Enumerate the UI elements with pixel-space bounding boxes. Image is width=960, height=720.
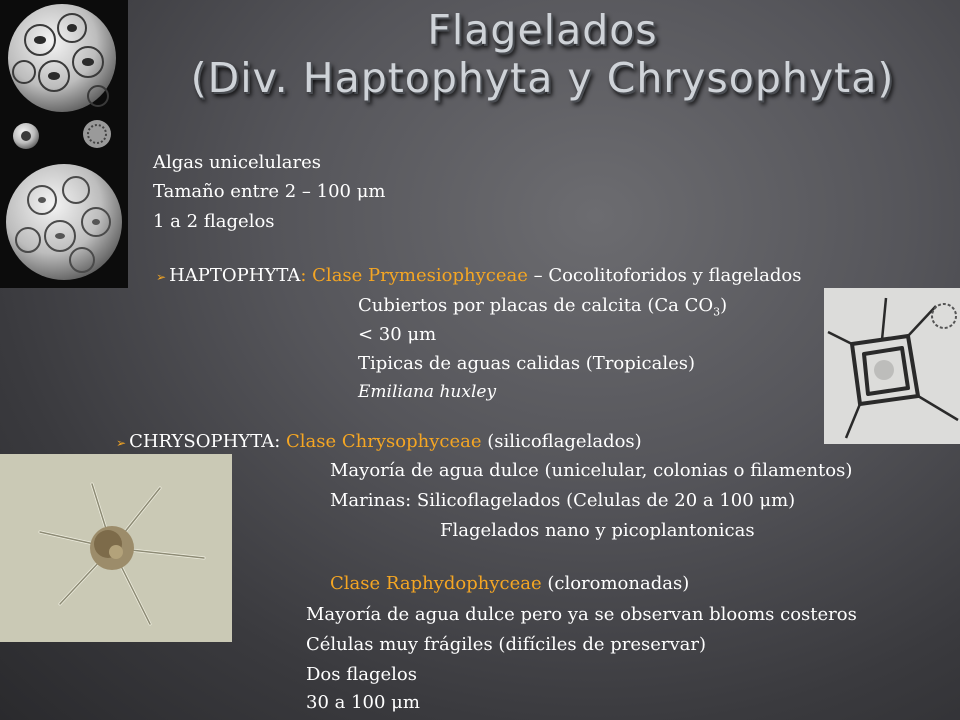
raphydophyceae-line-1: Mayoría de agua dulce pero ya se observan blooms costeros [306,604,857,625]
haptophyta-heading [156,265,802,288]
cubiertos-close: ) [720,295,728,316]
bullet-arrow-icon: ➢ [156,270,167,284]
raphydophyceae-clase: Clase Raphydophyceae [330,573,542,594]
cubiertos-subscript: 3 [713,305,721,319]
raphydophyceae-line-3: Dos flagelos [306,664,417,685]
chrysophyta-name: CHRYSOPHYTA: [129,431,286,452]
raphydophyceae-line-2: Células muy frágiles (difíciles de preservar) [306,634,707,655]
chrysophyta-line-2: Marinas: Silicoflagelados (Celulas de 20 a 100 μm) [330,490,796,511]
haptophyta-name: HAPTOPHYTA [169,265,301,286]
haptophyta-desc: – Cocolitoforidos y flagelados [527,265,802,286]
haptophyta-clase: Clase Prymesiophyceae [306,265,528,286]
haptophyta-cubiertos [358,295,727,324]
raphydophyceae-desc: (cloromonadas) [541,573,690,594]
haptophyta-colon: : [300,265,307,286]
chrysophyta-desc: (silicoflagelados) [481,431,642,452]
silicoflagellate-image [824,288,960,444]
intro-line-1: Algas unicelulares [153,152,321,173]
haptophyta-species: Emiliana huxley [358,382,497,402]
haptophyta-tipicas: Tipicas de aguas calidas (Tropicales) [358,353,696,374]
chrysophyta-line-1: Mayoría de agua dulce (unicelular, colonias o filamentos) [330,460,853,481]
title-line-2: (Div. Haptophyta y Chrysophyta) [190,54,895,102]
intro-line-3: 1 a 2 flagelos [153,211,275,232]
chrysophyta-heading [116,431,642,454]
haptophyta-size: < 30 μm [358,324,437,345]
intro-line-2: Tamaño entre 2 – 100 μm [153,181,386,202]
bullet-arrow-icon: ➢ [116,436,127,450]
chrysophyta-line-3: Flagelados nano y picoplantonicas [440,520,755,541]
chrysophyta-clase: Clase Chrysophyceae [286,431,482,452]
slide-title [130,6,955,102]
coccolithophore-sem-image [0,0,128,288]
title-line-1: Flagelados [427,6,658,54]
raphidophyte-image [0,454,232,642]
raphydophyceae-line-4: 30 a 100 μm [306,692,420,713]
raphydophyceae-heading [330,573,689,595]
cubiertos-text: Cubiertos por placas de calcita (Ca CO [358,295,714,316]
